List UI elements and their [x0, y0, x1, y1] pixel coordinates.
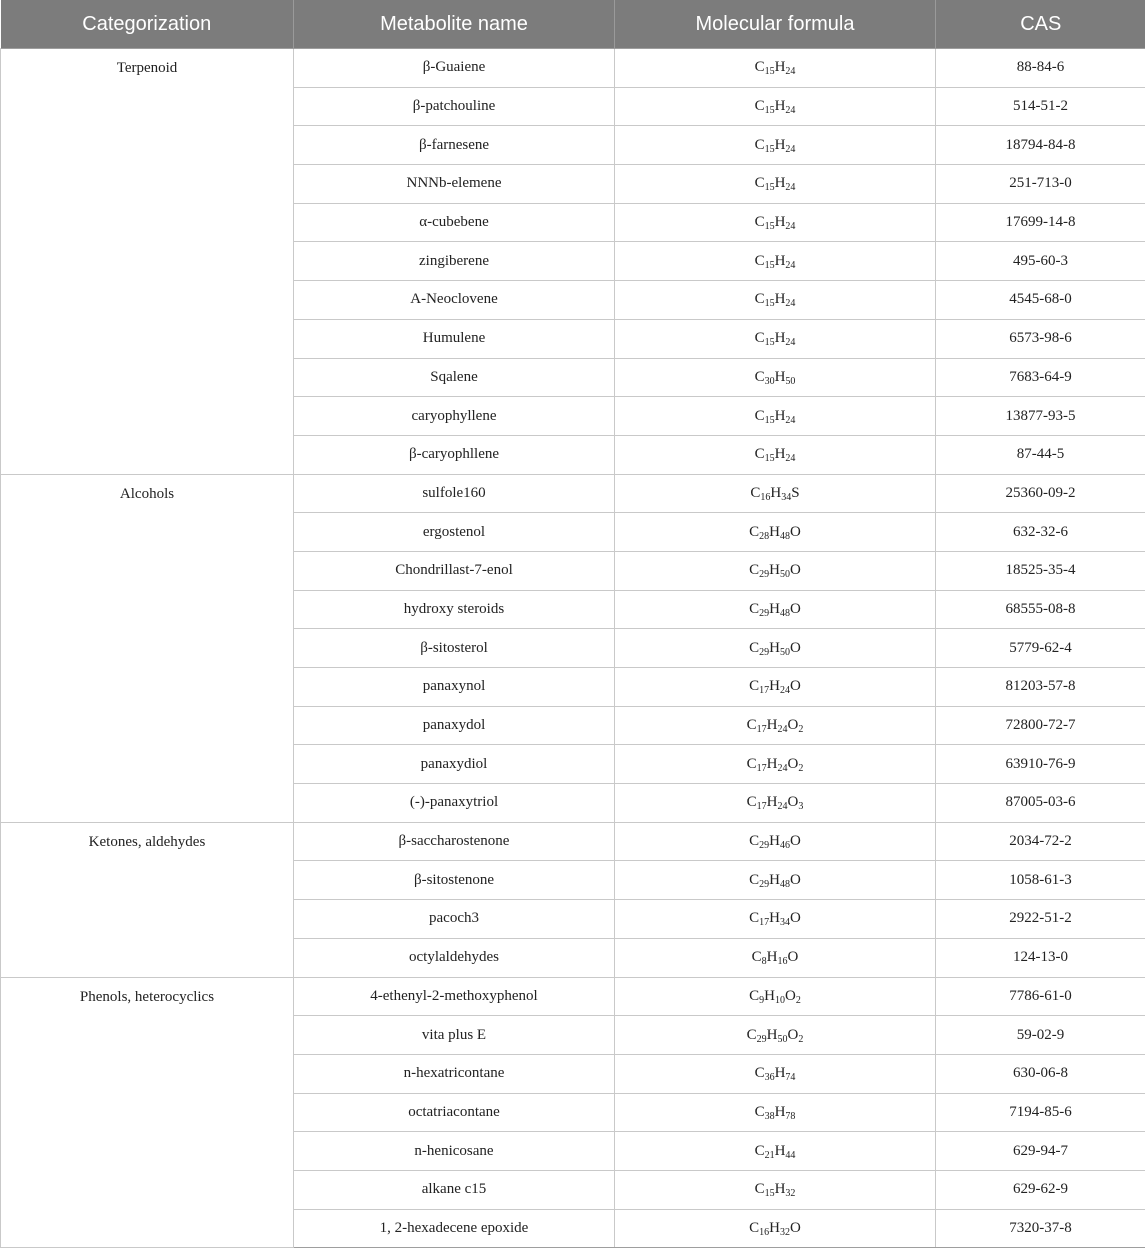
- cas-cell: 87005-03-6: [936, 784, 1145, 823]
- cas-cell: 2922-51-2: [936, 900, 1145, 939]
- molecular-formula-cell: [615, 165, 936, 204]
- formula-element: H: [775, 253, 786, 269]
- formula-subscript: 29: [759, 608, 769, 619]
- table-header: [1, 0, 1145, 49]
- formula-element: O: [790, 910, 801, 926]
- molecular-formula-cell: [615, 1054, 936, 1093]
- molecular-formula-cell: [615, 822, 936, 861]
- formula-element: C: [749, 678, 759, 694]
- molecular-formula-cell: [615, 87, 936, 126]
- formula-element: O: [790, 1220, 801, 1236]
- metabolite-name-cell: Humulene: [294, 319, 615, 358]
- formula-subscript: 2: [796, 995, 801, 1006]
- molecular-formula-cell: [615, 784, 936, 823]
- cas-cell: 68555-08-8: [936, 590, 1145, 629]
- formula-element: C: [755, 330, 765, 346]
- formula-element: C: [750, 485, 760, 501]
- metabolite-name-cell: panaxydol: [294, 706, 615, 745]
- molecular-formula-cell: [615, 126, 936, 165]
- formula-element: O: [790, 640, 801, 656]
- formula-element: H: [769, 524, 780, 540]
- formula-element: O: [790, 601, 801, 617]
- metabolite-name-cell: caryophyllene: [294, 397, 615, 436]
- cas-cell: 88-84-6: [936, 49, 1145, 88]
- table-row: [1, 474, 1145, 513]
- metabolite-name-cell: sulfole160: [294, 474, 615, 513]
- formula-subscript: 10: [775, 995, 785, 1006]
- formula-element: C: [747, 717, 757, 733]
- metabolite-name-cell: 1, 2-hexadecene epoxide: [294, 1209, 615, 1248]
- cas-cell: 495-60-3: [936, 242, 1145, 281]
- molecular-formula-cell: [615, 1093, 936, 1132]
- formula-subscript: 24: [778, 763, 788, 774]
- metabolite-name-cell: panaxydiol: [294, 745, 615, 784]
- formula-element: O: [788, 949, 799, 965]
- formula-subscript: 38: [765, 1111, 775, 1122]
- formula-subscript: 15: [765, 144, 775, 155]
- molecular-formula-cell: [615, 203, 936, 242]
- formula-subscript: 16: [759, 1227, 769, 1238]
- formula-subscript: 8: [762, 956, 767, 967]
- molecular-formula-cell: [615, 242, 936, 281]
- formula-subscript: 29: [759, 647, 769, 658]
- cas-cell: 18525-35-4: [936, 551, 1145, 590]
- formula-subscript: 16: [760, 492, 770, 503]
- formula-subscript: 15: [765, 105, 775, 116]
- metabolite-name-cell: α-cubebene: [294, 203, 615, 242]
- formula-element: O: [790, 833, 801, 849]
- metabolite-name-cell: A-Neoclovene: [294, 281, 615, 320]
- metabolite-name-cell: β-sitostenone: [294, 861, 615, 900]
- formula-element: H: [769, 601, 780, 617]
- formula-subscript: 15: [765, 415, 775, 426]
- formula-element: C: [755, 1181, 765, 1197]
- formula-subscript: 15: [765, 66, 775, 77]
- molecular-formula-cell: [615, 319, 936, 358]
- formula-element: H: [770, 485, 781, 501]
- molecular-formula-cell: [615, 900, 936, 939]
- cas-cell: 2034-72-2: [936, 822, 1145, 861]
- formula-subscript: 30: [765, 376, 775, 387]
- metabolite-name-cell: panaxynol: [294, 668, 615, 707]
- metabolite-name-cell: Sqalene: [294, 358, 615, 397]
- metabolite-name-cell: β-sitosterol: [294, 629, 615, 668]
- formula-element: H: [767, 756, 778, 772]
- formula-subscript: 24: [778, 801, 788, 812]
- formula-subscript: 29: [759, 569, 769, 580]
- metabolite-name-cell: vita plus E: [294, 1016, 615, 1055]
- formula-element: H: [767, 949, 778, 965]
- metabolite-name-cell: n-henicosane: [294, 1132, 615, 1171]
- formula-subscript: 24: [785, 182, 795, 193]
- formula-subscript: 32: [785, 1188, 795, 1199]
- formula-subscript: 34: [781, 492, 791, 503]
- formula-element: H: [769, 833, 780, 849]
- header-row: [1, 0, 1145, 49]
- formula-subscript: 34: [780, 917, 790, 928]
- cas-cell: 18794-84-8: [936, 126, 1145, 165]
- formula-element: C: [752, 949, 762, 965]
- category-cell: Alcohols: [1, 474, 294, 822]
- formula-element: C: [755, 1104, 765, 1120]
- formula-element: H: [775, 1143, 786, 1159]
- formula-subscript: 15: [765, 1188, 775, 1199]
- formula-element: H: [769, 562, 780, 578]
- formula-subscript: 2: [798, 763, 803, 774]
- cas-cell: 7683-64-9: [936, 358, 1145, 397]
- cas-cell: 124-13-0: [936, 938, 1145, 977]
- formula-element: H: [764, 988, 775, 1004]
- formula-subscript: 50: [780, 569, 790, 580]
- formula-element: C: [755, 59, 765, 75]
- cas-cell: 251-713-0: [936, 165, 1145, 204]
- metabolite-name-cell: β-saccharostenone: [294, 822, 615, 861]
- molecular-formula-cell: [615, 629, 936, 668]
- formula-element: H: [769, 872, 780, 888]
- formula-element: O: [788, 794, 799, 810]
- formula-element: H: [769, 1220, 780, 1236]
- formula-subscript: 2: [798, 724, 803, 735]
- formula-element: H: [775, 59, 786, 75]
- metabolite-name-cell: β-farnesene: [294, 126, 615, 165]
- formula-element: H: [775, 1065, 786, 1081]
- cas-cell: 7320-37-8: [936, 1209, 1145, 1248]
- formula-element: C: [755, 98, 765, 114]
- formula-subscript: 24: [778, 724, 788, 735]
- formula-element: H: [767, 794, 778, 810]
- metabolite-name-cell: NNNb-elemene: [294, 165, 615, 204]
- table-row: [1, 822, 1145, 861]
- formula-subscript: 24: [785, 260, 795, 271]
- formula-element: H: [775, 369, 786, 385]
- formula-element: H: [775, 408, 786, 424]
- formula-subscript: 48: [780, 608, 790, 619]
- formula-element: C: [749, 601, 759, 617]
- cas-cell: 7786-61-0: [936, 977, 1145, 1016]
- formula-element: C: [755, 291, 765, 307]
- formula-element: C: [755, 137, 765, 153]
- formula-subscript: 24: [780, 685, 790, 696]
- formula-subscript: 46: [780, 840, 790, 851]
- table-row: [1, 977, 1145, 1016]
- formula-element: H: [767, 717, 778, 733]
- formula-subscript: 17: [757, 801, 767, 812]
- formula-subscript: 2: [798, 1034, 803, 1045]
- formula-element: C: [755, 408, 765, 424]
- formula-element: H: [767, 1027, 778, 1043]
- formula-element: C: [755, 253, 765, 269]
- formula-subscript: 16: [778, 956, 788, 967]
- formula-element: O: [790, 872, 801, 888]
- cas-cell: 6573-98-6: [936, 319, 1145, 358]
- formula-subscript: 44: [785, 1150, 795, 1161]
- metabolite-name-cell: β-patchouline: [294, 87, 615, 126]
- formula-subscript: 50: [778, 1034, 788, 1045]
- cas-cell: 13877-93-5: [936, 397, 1145, 436]
- formula-element: H: [775, 446, 786, 462]
- molecular-formula-cell: [615, 590, 936, 629]
- molecular-formula-cell: [615, 49, 936, 88]
- formula-element: O: [788, 717, 799, 733]
- metabolite-name-cell: alkane c15: [294, 1170, 615, 1209]
- header-cas: CAS: [936, 0, 1145, 49]
- molecular-formula-cell: [615, 474, 936, 513]
- formula-element: C: [755, 369, 765, 385]
- formula-element: C: [749, 833, 759, 849]
- molecular-formula-cell: [615, 977, 936, 1016]
- category-cell: Terpenoid: [1, 49, 294, 475]
- formula-subscript: 24: [785, 144, 795, 155]
- formula-subscript: 28: [759, 531, 769, 542]
- cas-cell: 629-94-7: [936, 1132, 1145, 1171]
- molecular-formula-cell: [615, 513, 936, 552]
- formula-subscript: 24: [785, 337, 795, 348]
- formula-element: C: [755, 446, 765, 462]
- formula-element: O: [790, 562, 801, 578]
- formula-element: O: [788, 1027, 799, 1043]
- formula-subscript: 36: [765, 1072, 775, 1083]
- formula-element: C: [755, 1065, 765, 1081]
- metabolite-name-cell: β-Guaiene: [294, 49, 615, 88]
- molecular-formula-cell: [615, 668, 936, 707]
- molecular-formula-cell: [615, 938, 936, 977]
- formula-element: H: [775, 214, 786, 230]
- formula-subscript: 9: [759, 995, 764, 1006]
- formula-subscript: 15: [765, 337, 775, 348]
- metabolite-name-cell: ergostenol: [294, 513, 615, 552]
- formula-subscript: 24: [785, 105, 795, 116]
- formula-element: C: [749, 524, 759, 540]
- formula-subscript: 50: [780, 647, 790, 658]
- category-cell: Phenols, heterocyclics: [1, 977, 294, 1248]
- formula-subscript: 24: [785, 298, 795, 309]
- formula-subscript: 17: [757, 763, 767, 774]
- formula-element: H: [769, 678, 780, 694]
- cas-cell: 7194-85-6: [936, 1093, 1145, 1132]
- metabolite-name-cell: octatriacontane: [294, 1093, 615, 1132]
- molecular-formula-cell: [615, 1209, 936, 1248]
- formula-element: C: [755, 1143, 765, 1159]
- formula-element: H: [775, 1104, 786, 1120]
- cas-cell: 81203-57-8: [936, 668, 1145, 707]
- formula-subscript: 48: [780, 531, 790, 542]
- formula-element: C: [749, 1220, 759, 1236]
- table-body: [1, 49, 1145, 1248]
- formula-subscript: 15: [765, 298, 775, 309]
- molecular-formula-cell: [615, 551, 936, 590]
- cas-cell: 72800-72-7: [936, 706, 1145, 745]
- formula-subscript: 17: [759, 917, 769, 928]
- formula-subscript: 24: [785, 415, 795, 426]
- formula-element: H: [775, 1181, 786, 1197]
- molecular-formula-cell: [615, 1132, 936, 1171]
- metabolite-name-cell: hydroxy steroids: [294, 590, 615, 629]
- molecular-formula-cell: [615, 358, 936, 397]
- formula-element: C: [747, 1027, 757, 1043]
- cas-cell: 4545-68-0: [936, 281, 1145, 320]
- metabolite-name-cell: zingiberene: [294, 242, 615, 281]
- formula-element: C: [755, 175, 765, 191]
- formula-subscript: 29: [759, 879, 769, 890]
- metabolite-name-cell: β-caryophllene: [294, 435, 615, 474]
- formula-subscript: 15: [765, 221, 775, 232]
- formula-subscript: 48: [780, 879, 790, 890]
- formula-element: C: [755, 214, 765, 230]
- metabolite-name-cell: 4-ethenyl-2-methoxyphenol: [294, 977, 615, 1016]
- formula-subscript: 24: [785, 66, 795, 77]
- cas-cell: 630-06-8: [936, 1054, 1145, 1093]
- formula-element: H: [769, 910, 780, 926]
- header-metabolite-name: Metabolite name: [294, 0, 615, 49]
- formula-subscript: 3: [798, 801, 803, 812]
- molecular-formula-cell: [615, 745, 936, 784]
- cas-cell: 63910-76-9: [936, 745, 1145, 784]
- molecular-formula-cell: [615, 861, 936, 900]
- formula-element: C: [749, 988, 759, 1004]
- formula-subscript: 32: [780, 1227, 790, 1238]
- formula-element: C: [749, 562, 759, 578]
- cas-cell: 25360-09-2: [936, 474, 1145, 513]
- metabolite-name-cell: octylaldehydes: [294, 938, 615, 977]
- formula-element: H: [769, 640, 780, 656]
- formula-element: S: [791, 485, 799, 501]
- formula-element: O: [785, 988, 796, 1004]
- formula-subscript: 17: [757, 724, 767, 735]
- formula-element: H: [775, 137, 786, 153]
- formula-subscript: 15: [765, 453, 775, 464]
- formula-subscript: 24: [785, 221, 795, 232]
- formula-element: H: [775, 175, 786, 191]
- formula-element: C: [747, 756, 757, 772]
- formula-subscript: 74: [785, 1072, 795, 1083]
- formula-subscript: 15: [765, 260, 775, 271]
- formula-subscript: 78: [785, 1111, 795, 1122]
- cas-cell: 59-02-9: [936, 1016, 1145, 1055]
- molecular-formula-cell: [615, 435, 936, 474]
- cas-cell: 87-44-5: [936, 435, 1145, 474]
- metabolite-name-cell: n-hexatricontane: [294, 1054, 615, 1093]
- header-molecular-formula: Molecular formula: [615, 0, 936, 49]
- formula-subscript: 17: [759, 685, 769, 696]
- molecular-formula-cell: [615, 397, 936, 436]
- cas-cell: 17699-14-8: [936, 203, 1145, 242]
- formula-subscript: 15: [765, 182, 775, 193]
- cas-cell: 632-32-6: [936, 513, 1145, 552]
- formula-element: H: [775, 291, 786, 307]
- molecular-formula-cell: [615, 1016, 936, 1055]
- cas-cell: 514-51-2: [936, 87, 1145, 126]
- molecular-formula-cell: [615, 281, 936, 320]
- cas-cell: 5779-62-4: [936, 629, 1145, 668]
- formula-element: H: [775, 98, 786, 114]
- metabolite-name-cell: Chondrillast-7-enol: [294, 551, 615, 590]
- formula-subscript: 24: [785, 453, 795, 464]
- formula-subscript: 29: [759, 840, 769, 851]
- molecular-formula-cell: [615, 706, 936, 745]
- formula-element: O: [788, 756, 799, 772]
- table-row: [1, 49, 1145, 88]
- cas-cell: 1058-61-3: [936, 861, 1145, 900]
- formula-element: H: [775, 330, 786, 346]
- formula-subscript: 21: [765, 1150, 775, 1161]
- molecular-formula-cell: [615, 1170, 936, 1209]
- formula-element: C: [749, 640, 759, 656]
- category-cell: Ketones, aldehydes: [1, 822, 294, 977]
- metabolite-name-cell: (-)-panaxytriol: [294, 784, 615, 823]
- formula-subscript: 50: [785, 376, 795, 387]
- formula-subscript: 29: [757, 1034, 767, 1045]
- header-categorization: Categorization: [1, 0, 294, 49]
- formula-element: C: [749, 910, 759, 926]
- metabolite-name-cell: pacoch3: [294, 900, 615, 939]
- formula-element: C: [747, 794, 757, 810]
- cas-cell: 629-62-9: [936, 1170, 1145, 1209]
- formula-element: C: [749, 872, 759, 888]
- formula-element: O: [790, 678, 801, 694]
- formula-element: O: [790, 524, 801, 540]
